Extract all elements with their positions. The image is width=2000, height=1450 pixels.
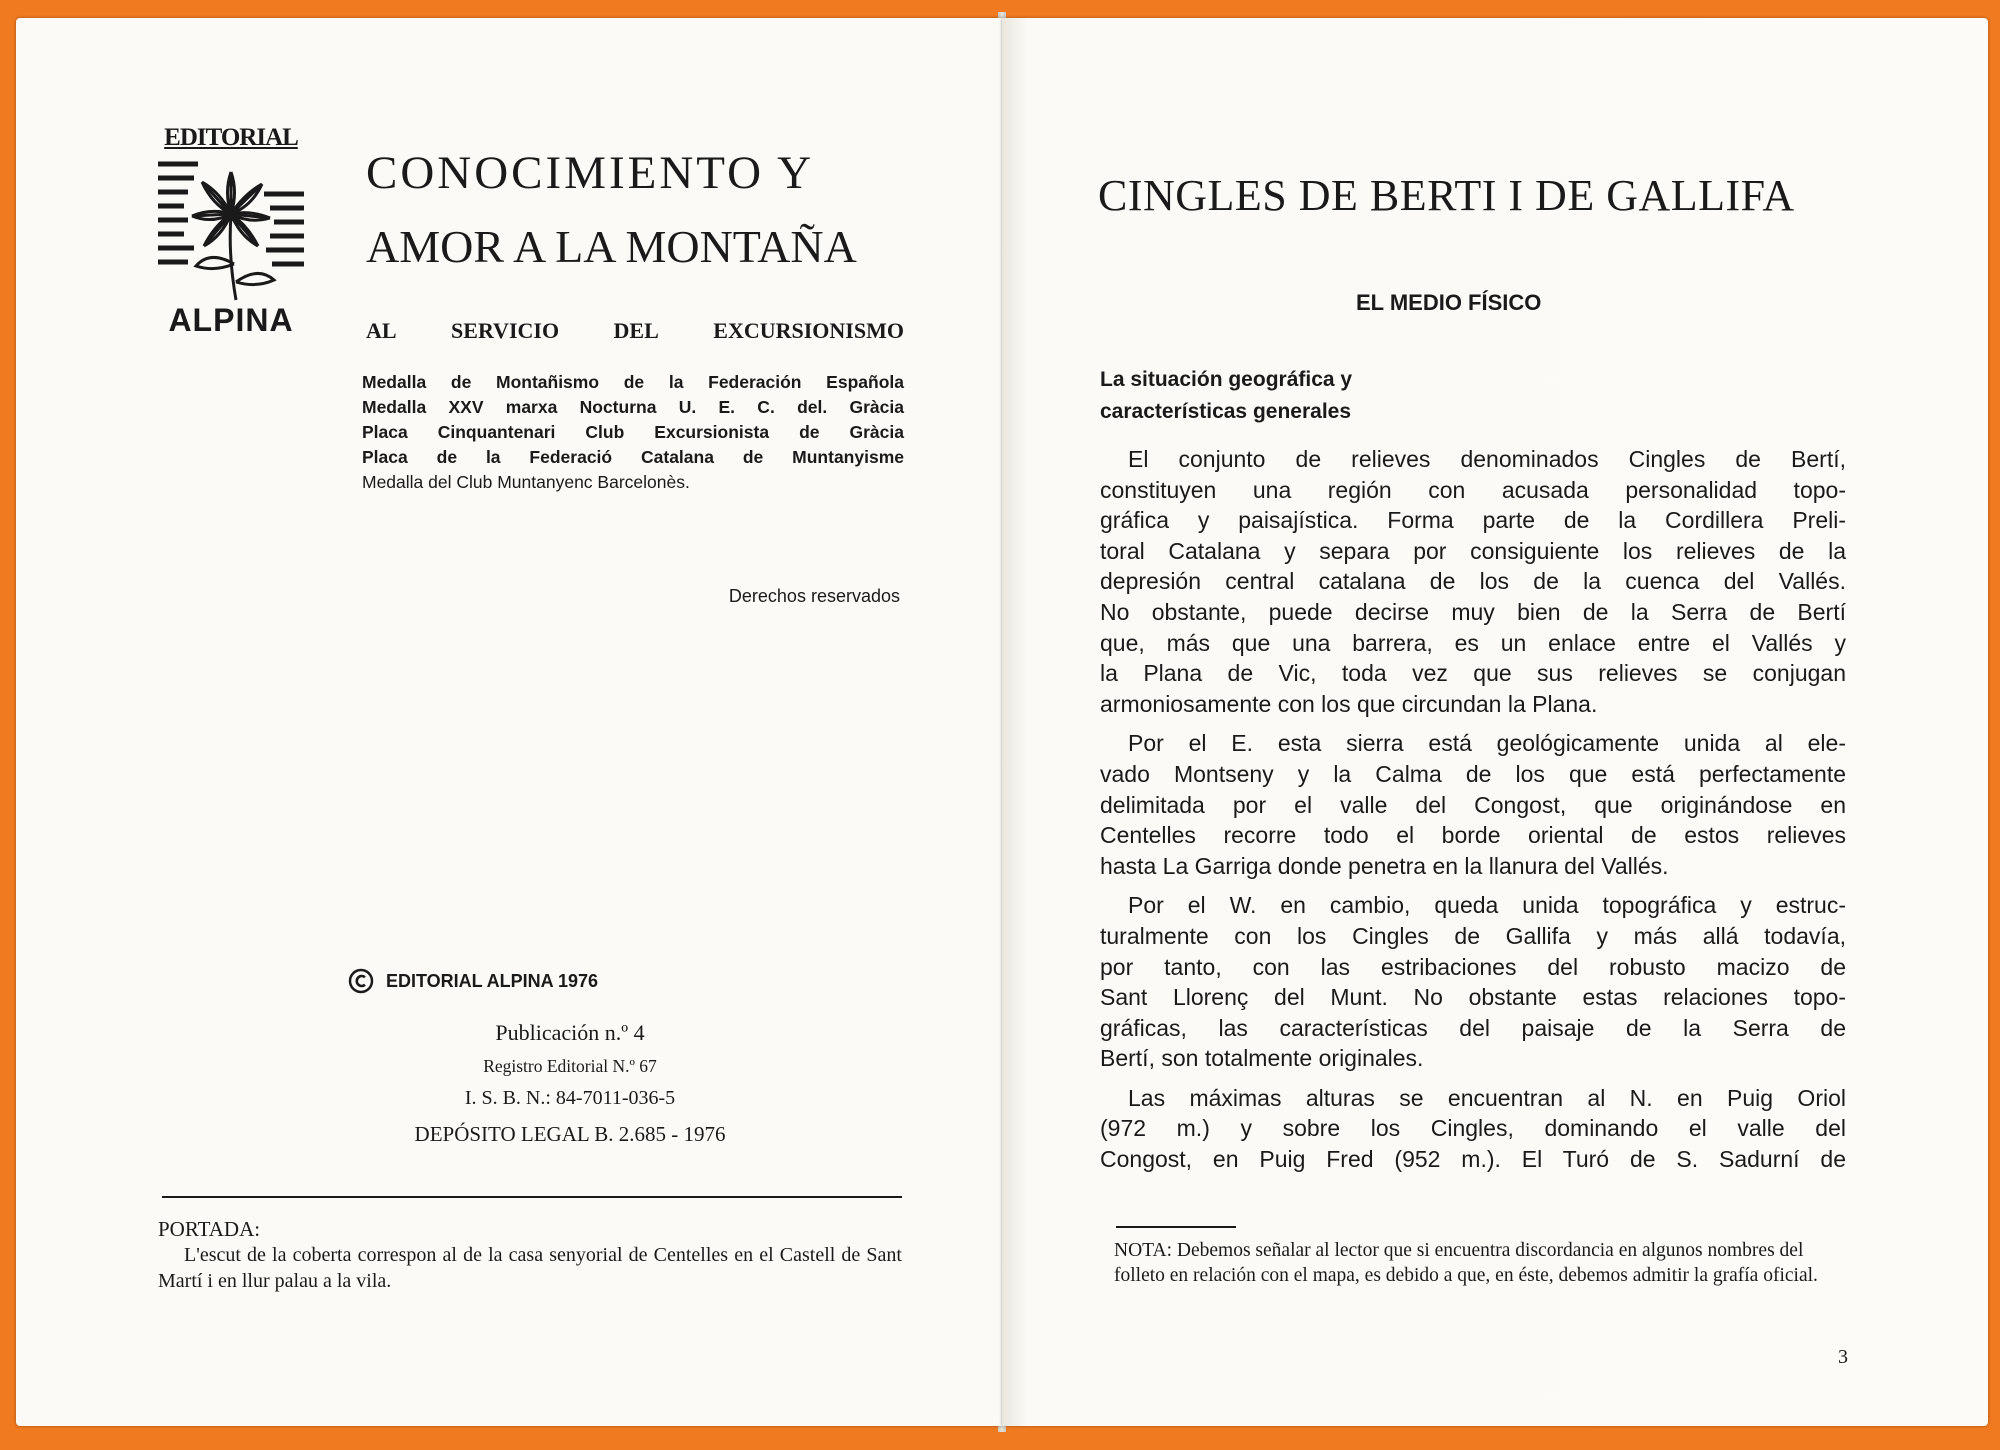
- service-line: [366, 318, 904, 344]
- book-title: CINGLES DE BERTI I DE GALLIFA: [1098, 171, 1795, 220]
- series-title-line1: CONOCIMIENTO Y: [366, 147, 815, 199]
- text-line: constituyen una región con acusada personalidad topo-: [1100, 476, 1846, 503]
- text-line: Centelles recorre todo el borde oriental de estos relieves: [1100, 822, 1846, 849]
- note-label: NOTA:: [1114, 1240, 1173, 1261]
- divider: [162, 1196, 902, 1198]
- text-line: que, más que una barrera, es un enlace entre el Vallés y: [1100, 629, 1846, 656]
- paragraph: [1100, 1083, 1846, 1175]
- text-line: toral Catalana y separa por consiguiente los relieves de la: [1100, 537, 1846, 564]
- copyright-text: EDITORIAL ALPINA 1976: [386, 970, 599, 991]
- text-line: Sant Llorenç del Munt. No obstante estas relaciones topo-: [1100, 984, 1846, 1011]
- text-line: Por el W. en cambio, queda unida topográfica y estruc-: [1128, 892, 1846, 919]
- paragraph: [1100, 444, 1846, 719]
- text-line: gráfica y paisajística. Forma parte de la Cordillera Preli-: [1100, 507, 1846, 534]
- publication-number: Publicación n.º 4: [495, 1020, 645, 1045]
- service-word: EXCURSIONISMO: [713, 318, 904, 343]
- text-line: turalmente con los Cingles de Gallifa y más allá todavía,: [1100, 922, 1846, 949]
- logo-top-text: EDITORIAL: [164, 124, 298, 151]
- medal-item: Placa de la Federació Catalana de Muntanyisme: [362, 447, 904, 467]
- subsection-title: [1100, 364, 1620, 428]
- registry-number: Registro Editorial N.º 67: [483, 1056, 657, 1076]
- cover-text: L'escut de la coberta correspon al de la casa senyorial de Centelles en el Castell de Sant Martí i en llur palau a la vila.: [158, 1244, 902, 1292]
- text-line: Las máximas alturas se encuentran al N. en Puig Oriol: [1128, 1084, 1846, 1111]
- legal-deposit: DEPÓSITO LEGAL B. 2.685 - 1976: [414, 1122, 726, 1146]
- footnote: [1114, 1238, 1854, 1288]
- medal-item: Placa Cinquantenari Club Excursionista de Gràcia: [362, 422, 904, 442]
- publication-info: [360, 1020, 780, 1147]
- text-line: No obstante, puede decirse muy bien de la Serra de Bertí: [1100, 598, 1846, 625]
- rights-reserved: Derechos reservados: [728, 586, 900, 606]
- note-text: Debemos señalar al lector que si encuentra discordancia en algunos nombres del folleto en relación con el mapa, es debido a que, en éste, debemos admitir la grafía oficial.: [1114, 1240, 1818, 1286]
- medal-item: Medalla de Montañismo de la Federación Española: [362, 372, 904, 392]
- text-line: Bertí, son totalmente originales.: [1100, 1045, 1424, 1072]
- text-line: delimitada por el valle del Congost, que originándose en: [1100, 791, 1846, 818]
- text-line: por tanto, con las estribaciones del robusto macizo de: [1100, 953, 1846, 980]
- page-number: 3: [1838, 1346, 1848, 1368]
- text-line: Por el E. esta sierra está geológicamente unida al ele-: [1128, 730, 1846, 757]
- cover-label: PORTADA:: [158, 1217, 261, 1241]
- text-line: Congost, en Puig Fred (952 m.). El Turó de S. Sadurní de: [1100, 1146, 1846, 1173]
- subsection-title-line: La situación geográfica y: [1100, 368, 1353, 391]
- edelweiss-icon: [158, 154, 304, 302]
- text-line: armoniosamente con los que circundan la Plana.: [1100, 690, 1598, 717]
- text-line: vado Montseny y la Calma de los que está perfectamente: [1100, 760, 1846, 787]
- isbn: I. S. B. N.: 84-7011-036-5: [464, 1087, 676, 1109]
- text-line: (972 m.) y sobre los Cingles, dominando el valle del: [1100, 1115, 1846, 1142]
- service-word: SERVICIO: [451, 318, 560, 343]
- footnote-divider: [1116, 1226, 1236, 1228]
- body-text: [1100, 444, 1846, 1184]
- series-title-line2: AMOR A LA MONTAÑA: [366, 221, 857, 272]
- text-line: hasta La Garriga donde penetra en la llanura del Vallés.: [1100, 852, 1669, 879]
- subsection-title-line: características generales: [1100, 400, 1352, 423]
- text-line: la Plana de Vic, toda vez que sus relieves se conjugan: [1100, 660, 1846, 687]
- text-line: depresión central catalana de los de la cuenca del Vallés.: [1100, 568, 1846, 595]
- text-line: gráficas, las características del paisaje de la Serra de: [1100, 1014, 1846, 1041]
- logo-bottom-text: ALPINA: [168, 302, 294, 338]
- text-line: El conjunto de relieves denominados Cingles de Bertí,: [1128, 446, 1846, 472]
- cover-note: [158, 1216, 902, 1294]
- paragraph: [1100, 890, 1846, 1074]
- medals-list: [362, 370, 904, 495]
- editorial-alpina-logo: [150, 124, 312, 342]
- medal-item: Medalla XXV marxa Nocturna U. E. C. del. Gràcia: [362, 397, 904, 417]
- paragraph: [1100, 728, 1846, 881]
- section-title: EL MEDIO FÍSICO: [1356, 290, 1542, 315]
- copyright-line: [348, 968, 598, 994]
- copyright-icon: [348, 968, 374, 994]
- service-word: DEL: [613, 318, 659, 343]
- medal-item: Medalla del Club Muntanyenc Barcelonès.: [362, 472, 690, 492]
- service-word: AL: [366, 318, 397, 343]
